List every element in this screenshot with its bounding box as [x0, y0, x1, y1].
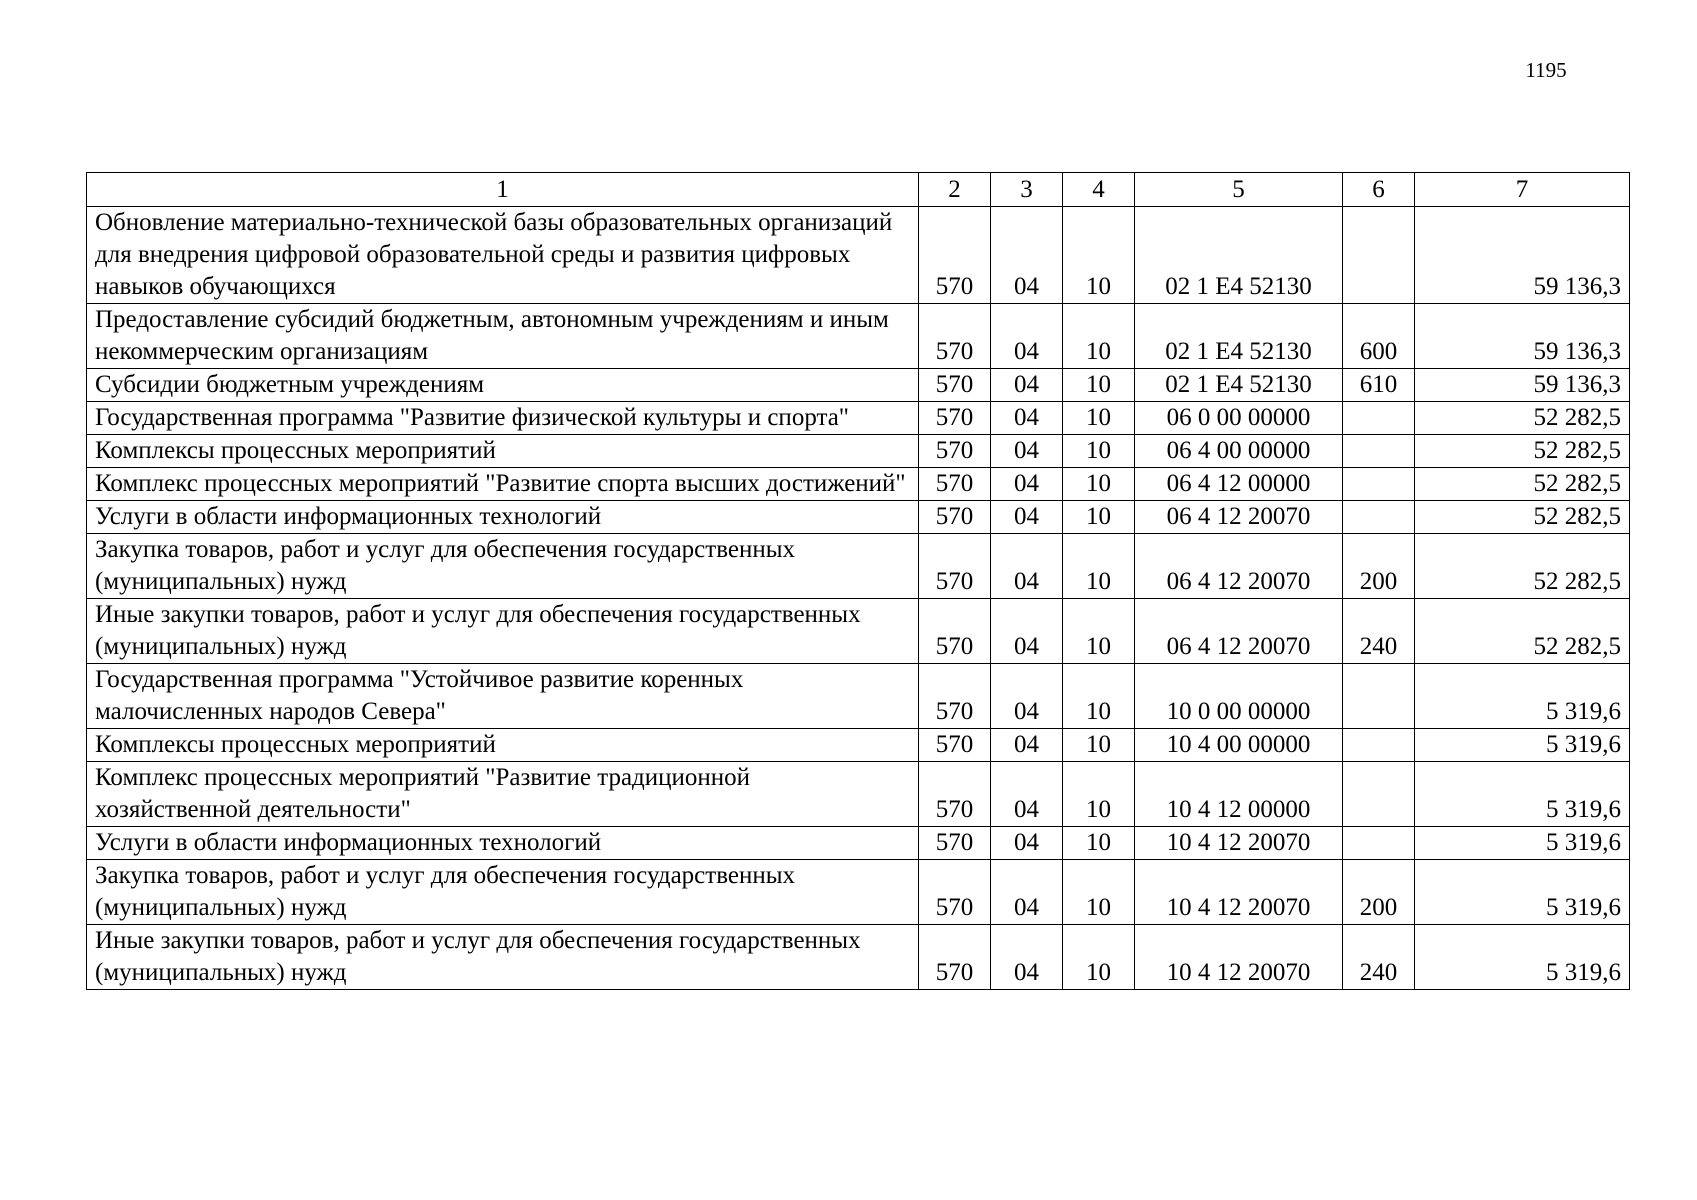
row-name: Комплекс процессных мероприятий "Развитие спорта высших достижений" [87, 468, 919, 501]
row-col-3: 04 [991, 402, 1063, 435]
row-col-5: 02 1 Е4 52130 [1135, 369, 1343, 402]
row-col-5: 02 1 Е4 52130 [1135, 207, 1343, 304]
table-row [87, 599, 1630, 664]
table-row [87, 729, 1630, 762]
row-col-3: 04 [991, 369, 1063, 402]
row-col-4: 10 [1063, 827, 1135, 860]
row-col-6 [1343, 435, 1415, 468]
row-col-6 [1343, 207, 1415, 304]
row-name: Закупка товаров, работ и услуг для обеспечения государственных (муниципальных) нужд [87, 534, 919, 599]
row-col-2: 570 [919, 304, 991, 369]
table-row [87, 207, 1630, 304]
row-col-3: 04 [991, 827, 1063, 860]
row-col-3: 04 [991, 860, 1063, 925]
row-col-5: 10 4 12 20070 [1135, 827, 1343, 860]
header-col-5: 5 [1135, 173, 1343, 207]
row-col-3: 04 [991, 729, 1063, 762]
row-col-5: 10 4 12 20070 [1135, 925, 1343, 990]
row-col-4: 10 [1063, 501, 1135, 534]
row-col-4: 10 [1063, 402, 1135, 435]
row-col-2: 570 [919, 468, 991, 501]
row-name: Иные закупки товаров, работ и услуг для обеспечения государственных (муниципальных) нужд [87, 599, 919, 664]
row-col-4: 10 [1063, 664, 1135, 729]
header-col-2: 2 [919, 173, 991, 207]
table-row [87, 501, 1630, 534]
row-col-6: 600 [1343, 304, 1415, 369]
row-col-7: 52 282,5 [1415, 402, 1630, 435]
table-row [87, 304, 1630, 369]
row-col-3: 04 [991, 599, 1063, 664]
row-col-4: 10 [1063, 762, 1135, 827]
row-col-3: 04 [991, 534, 1063, 599]
row-col-7: 5 319,6 [1415, 860, 1630, 925]
table-row [87, 435, 1630, 468]
row-col-5: 10 4 12 20070 [1135, 860, 1343, 925]
table-row [87, 860, 1630, 925]
row-col-3: 04 [991, 304, 1063, 369]
row-col-2: 570 [919, 369, 991, 402]
row-col-2: 570 [919, 207, 991, 304]
header-col-4: 4 [1063, 173, 1135, 207]
row-col-7: 5 319,6 [1415, 729, 1630, 762]
row-col-7: 52 282,5 [1415, 534, 1630, 599]
row-col-2: 570 [919, 599, 991, 664]
row-name: Обновление материально-технической базы образовательных организаций для внедрения цифровой образовательной среды и развития цифровых навыков обучающихся [87, 207, 919, 304]
row-col-7: 5 319,6 [1415, 925, 1630, 990]
row-name: Услуги в области информационных технологий [87, 827, 919, 860]
row-col-4: 10 [1063, 207, 1135, 304]
row-col-5: 06 4 12 00000 [1135, 468, 1343, 501]
row-col-6: 610 [1343, 369, 1415, 402]
row-col-6 [1343, 762, 1415, 827]
row-name: Иные закупки товаров, работ и услуг для обеспечения государственных (муниципальных) нужд [87, 925, 919, 990]
row-col-7: 52 282,5 [1415, 435, 1630, 468]
row-name: Закупка товаров, работ и услуг для обеспечения государственных (муниципальных) нужд [87, 860, 919, 925]
header-col-6: 6 [1343, 173, 1415, 207]
row-col-4: 10 [1063, 599, 1135, 664]
header-col-3: 3 [991, 173, 1063, 207]
row-col-2: 570 [919, 534, 991, 599]
row-col-2: 570 [919, 402, 991, 435]
row-col-3: 04 [991, 468, 1063, 501]
row-col-5: 06 0 00 00000 [1135, 402, 1343, 435]
row-col-2: 570 [919, 435, 991, 468]
row-col-4: 10 [1063, 729, 1135, 762]
row-col-4: 10 [1063, 304, 1135, 369]
row-col-6 [1343, 468, 1415, 501]
table-row [87, 664, 1630, 729]
row-name: Комплексы процессных мероприятий [87, 729, 919, 762]
row-col-2: 570 [919, 762, 991, 827]
row-col-4: 10 [1063, 369, 1135, 402]
budget-table [86, 172, 1630, 990]
row-col-3: 04 [991, 762, 1063, 827]
row-col-5: 06 4 12 20070 [1135, 599, 1343, 664]
row-col-2: 570 [919, 729, 991, 762]
row-col-2: 570 [919, 827, 991, 860]
row-col-7: 52 282,5 [1415, 468, 1630, 501]
header-col-7: 7 [1415, 173, 1630, 207]
row-col-2: 570 [919, 501, 991, 534]
row-name: Государственная программа "Развитие физической культуры и спорта" [87, 402, 919, 435]
row-col-7: 59 136,3 [1415, 207, 1630, 304]
row-col-5: 06 4 12 20070 [1135, 501, 1343, 534]
row-col-5: 10 4 00 00000 [1135, 729, 1343, 762]
header-col-1: 1 [87, 173, 919, 207]
row-name: Услуги в области информационных технологий [87, 501, 919, 534]
row-col-2: 570 [919, 925, 991, 990]
row-col-3: 04 [991, 207, 1063, 304]
row-col-6 [1343, 402, 1415, 435]
row-col-2: 570 [919, 664, 991, 729]
row-col-3: 04 [991, 501, 1063, 534]
row-col-3: 04 [991, 664, 1063, 729]
row-col-3: 04 [991, 435, 1063, 468]
table-header-row [87, 173, 1630, 207]
row-col-6 [1343, 827, 1415, 860]
row-col-7: 59 136,3 [1415, 369, 1630, 402]
row-col-5: 06 4 00 00000 [1135, 435, 1343, 468]
row-col-6 [1343, 729, 1415, 762]
row-col-7: 5 319,6 [1415, 664, 1630, 729]
row-col-6 [1343, 501, 1415, 534]
row-col-7: 59 136,3 [1415, 304, 1630, 369]
row-col-5: 10 4 12 00000 [1135, 762, 1343, 827]
row-col-7: 52 282,5 [1415, 599, 1630, 664]
table-row [87, 468, 1630, 501]
row-col-6: 240 [1343, 925, 1415, 990]
row-name: Субсидии бюджетным учреждениям [87, 369, 919, 402]
row-col-4: 10 [1063, 925, 1135, 990]
row-col-5: 06 4 12 20070 [1135, 534, 1343, 599]
table-row [87, 402, 1630, 435]
table-row [87, 925, 1630, 990]
table-row [87, 762, 1630, 827]
row-col-4: 10 [1063, 860, 1135, 925]
row-col-6: 240 [1343, 599, 1415, 664]
table-row [87, 369, 1630, 402]
row-name: Комплексы процессных мероприятий [87, 435, 919, 468]
row-col-6 [1343, 664, 1415, 729]
row-col-4: 10 [1063, 435, 1135, 468]
row-col-3: 04 [991, 925, 1063, 990]
row-col-6: 200 [1343, 534, 1415, 599]
row-col-7: 5 319,6 [1415, 762, 1630, 827]
table-row [87, 827, 1630, 860]
row-col-5: 02 1 Е4 52130 [1135, 304, 1343, 369]
row-col-2: 570 [919, 860, 991, 925]
table-row [87, 534, 1630, 599]
row-col-4: 10 [1063, 534, 1135, 599]
row-name: Предоставление субсидий бюджетным, автономным учреждениям и иным некоммерческим организациям [87, 304, 919, 369]
row-name: Государственная программа "Устойчивое развитие коренных малочисленных народов Севера" [87, 664, 919, 729]
row-col-4: 10 [1063, 468, 1135, 501]
row-col-7: 5 319,6 [1415, 827, 1630, 860]
row-col-7: 52 282,5 [1415, 501, 1630, 534]
row-col-5: 10 0 00 00000 [1135, 664, 1343, 729]
row-col-6: 200 [1343, 860, 1415, 925]
row-name: Комплекс процессных мероприятий "Развитие традиционной хозяйственной деятельности" [87, 762, 919, 827]
page-number: 1195 [1525, 58, 1567, 82]
